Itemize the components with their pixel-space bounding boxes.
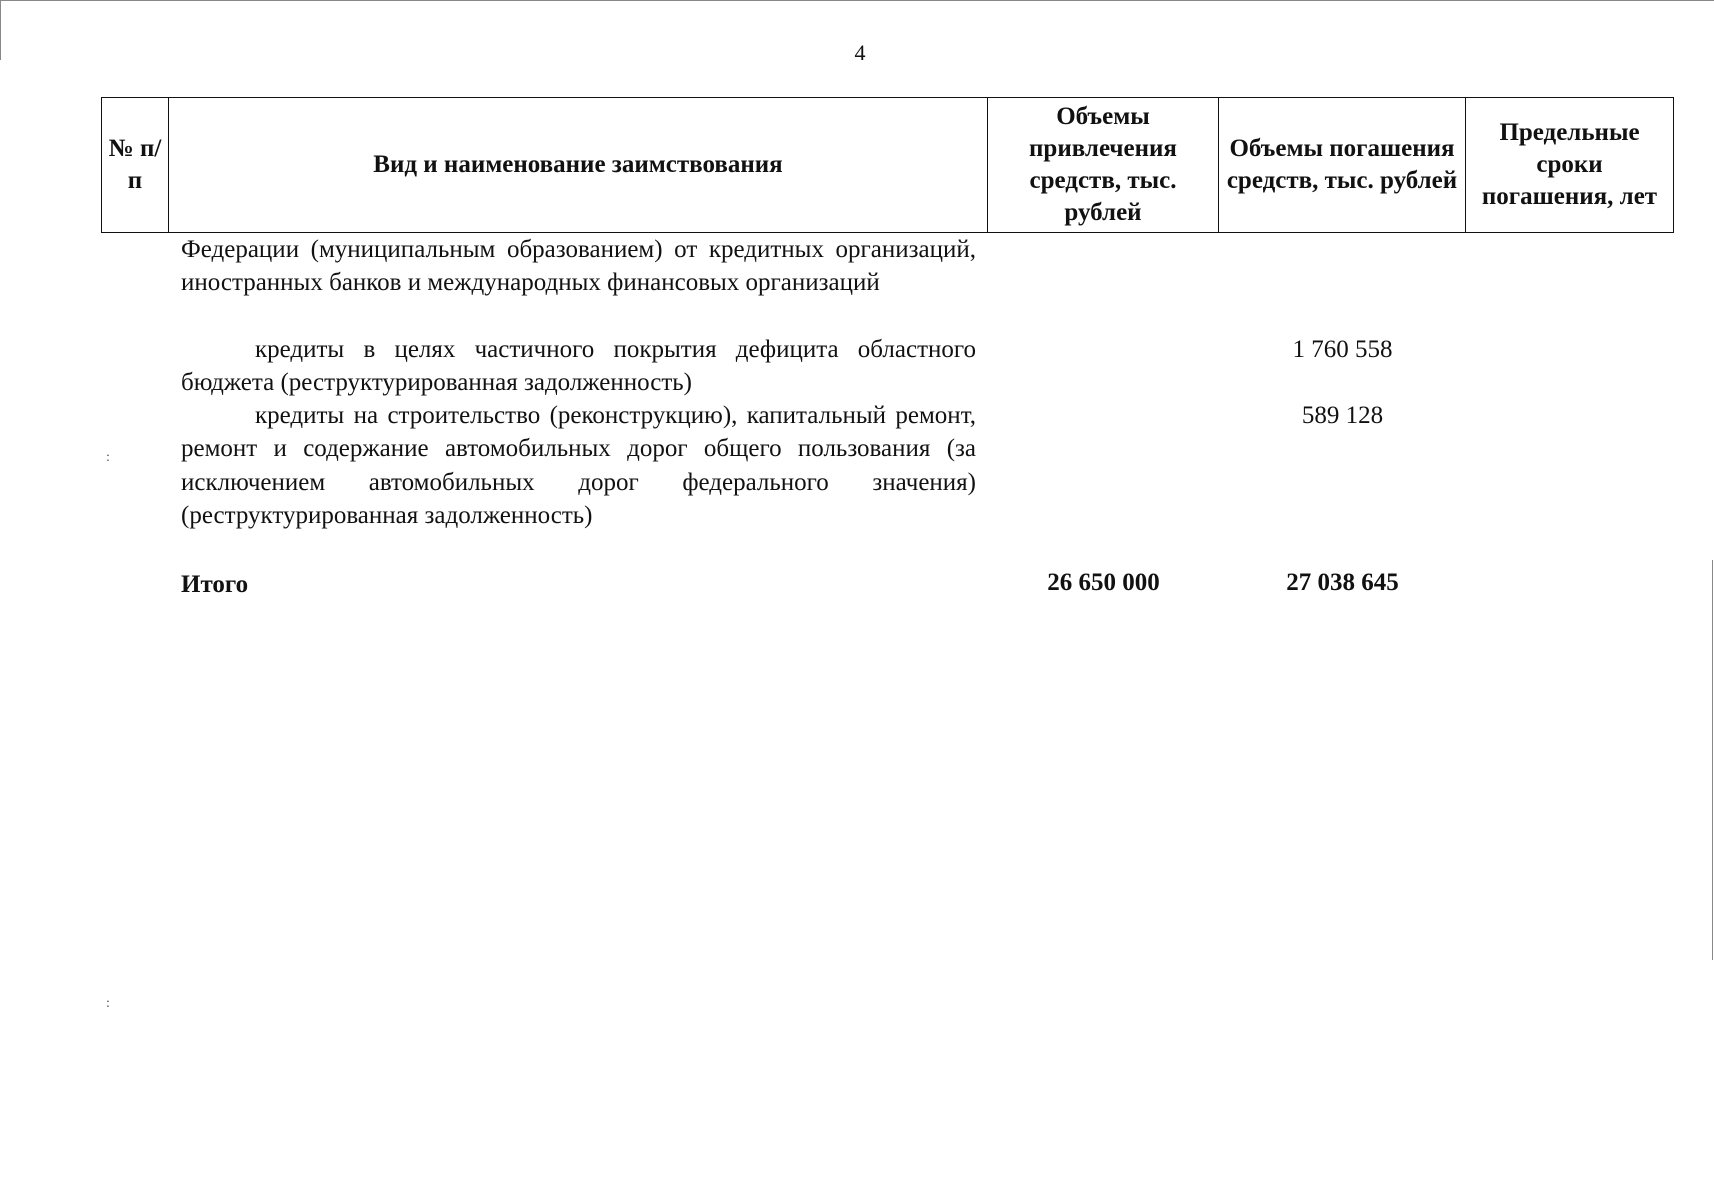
header-repayment-volume: Объемы погашения средств, тыс. рублей — [1219, 98, 1466, 233]
row-3-repayment-value: 589 128 — [1301, 402, 1384, 429]
header-repayment-term: Предельные сроки погашения, лет — [1466, 98, 1674, 233]
row-2-description — [181, 333, 976, 400]
table-header-row — [102, 98, 1674, 233]
header-borrowing-name: Вид и наименование заимствования — [169, 98, 988, 233]
row-2-repayment-value: 1 760 558 — [1292, 336, 1393, 363]
header-number: № п/п — [102, 98, 169, 233]
page-number: 4 — [854, 40, 866, 65]
total-label: Итого — [181, 571, 249, 598]
total-attraction-value: 26 650 000 — [1047, 569, 1160, 596]
scan-speck: : — [106, 450, 110, 465]
row-2-text: кредиты в целях частичного покрытия дефицита областного бюджета (реструктурированная задолженность) — [181, 336, 976, 397]
row-3-text: кредиты на строительство (реконструкцию), капитальный ремонт, ремонт и содержание автомобильных дорог общего пользования (за исключением автомобильных дорог федерального значения) (реструктурированная задолженность) — [181, 402, 976, 529]
total-repayment-value: 27 038 645 — [1286, 569, 1399, 596]
header-attraction-volume: Объемы привлечения средств, тыс. рублей — [988, 98, 1219, 233]
borrowing-table-header — [101, 97, 1674, 233]
row-1-description: Федерации (муниципальным образованием) от кредитных организаций, иностранных банков и международных финансовых организаций — [181, 236, 976, 297]
scan-speck: : — [106, 996, 110, 1011]
scan-edge-top — [0, 0, 1714, 1]
row-3-description — [181, 399, 976, 532]
scan-edge-right — [1712, 560, 1713, 960]
